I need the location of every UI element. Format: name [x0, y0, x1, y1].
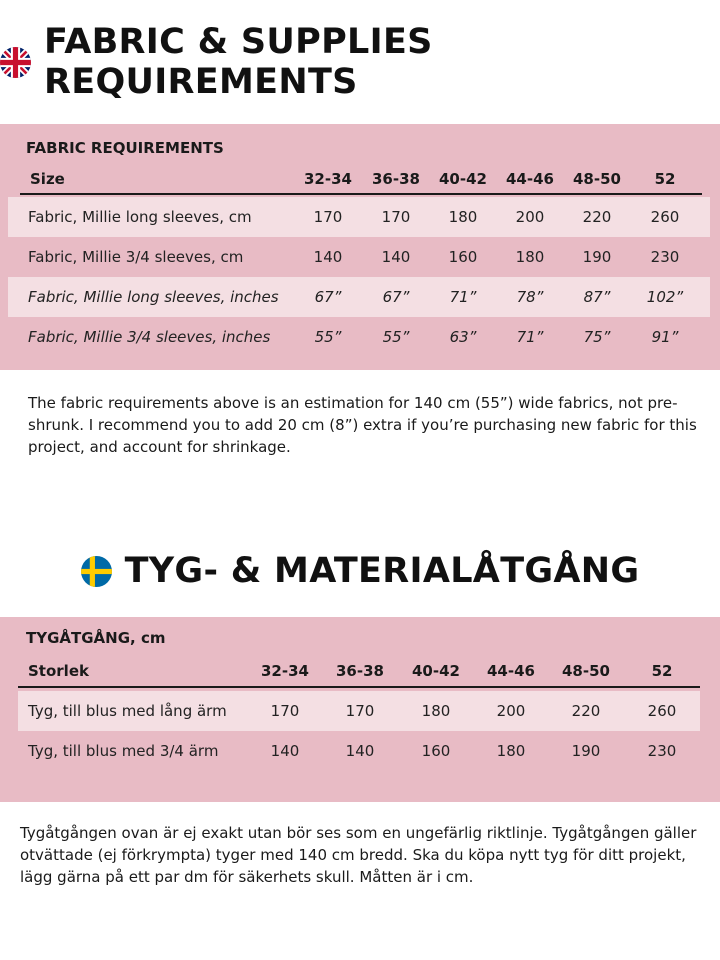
- cell-value: 67”: [382, 288, 410, 306]
- cell-value: 220: [571, 702, 601, 720]
- cell-value: 140: [313, 248, 343, 266]
- header-size-40-42: 40-42: [412, 662, 460, 680]
- cell-value: 180: [515, 248, 545, 266]
- english-heading: [0, 22, 720, 102]
- cell-value: 91”: [651, 328, 679, 346]
- row-label: Fabric, Millie 3/4 sleeves, cm: [28, 248, 244, 266]
- header-size-36-38: 36-38: [372, 170, 420, 188]
- cell-value: 200: [515, 208, 545, 226]
- cell-value: 71”: [449, 288, 477, 306]
- swedish-header-row: [0, 660, 720, 682]
- swedish-note: Tygåtgången ovan är ej exakt utan bör ses som en ungefärlig riktlinje. Tygåtgången gäller otvättade (ej förkrympta) tyger med 140 cm bredd. Ska du köpa nytt tyg för ditt projekt, lägg gärna på ett par dm för säkerhets skull. Måtten är i cm.: [20, 824, 697, 886]
- header-size-40-42: 40-42: [439, 170, 487, 188]
- swedish-heading: [0, 549, 720, 593]
- header-size-44-46: 44-46: [506, 170, 554, 188]
- swedish-table-title: TYGÅTGÅNG, cm: [26, 629, 166, 647]
- cell-value: 140: [345, 742, 375, 760]
- header-size-48-50: 48-50: [562, 662, 610, 680]
- header-size-32-34: 32-34: [261, 662, 309, 680]
- swedish-heading-text: TYG- & MATERIALÅTGÅNG: [124, 551, 640, 591]
- english-fabric-table: [0, 124, 720, 370]
- cell-value: 71”: [516, 328, 544, 346]
- header-size-32-34: 32-34: [304, 170, 352, 188]
- english-heading-text: FABRIC & SUPPLIES REQUIREMENTS: [44, 22, 433, 102]
- cell-value: 170: [313, 208, 343, 226]
- cell-value: 220: [582, 208, 612, 226]
- cell-value: 190: [582, 248, 612, 266]
- sweden-flag-icon: [81, 556, 112, 587]
- cell-value: 180: [496, 742, 526, 760]
- cell-value: 102”: [646, 288, 684, 306]
- table-row: [18, 731, 700, 771]
- english-table-title: FABRIC REQUIREMENTS: [26, 139, 224, 157]
- table-row: [8, 197, 710, 237]
- cell-value: 200: [496, 702, 526, 720]
- header-size-44-46: 44-46: [487, 662, 535, 680]
- header-size-52: 52: [654, 170, 676, 188]
- table-row: [8, 237, 710, 277]
- cell-value: 230: [647, 742, 677, 760]
- cell-value: 170: [381, 208, 411, 226]
- cell-value: 160: [448, 248, 478, 266]
- cell-value: 87”: [583, 288, 611, 306]
- cell-value: 170: [345, 702, 375, 720]
- header-size-36-38: 36-38: [336, 662, 384, 680]
- header-size-52: 52: [651, 662, 673, 680]
- cell-value: 78”: [516, 288, 544, 306]
- row-label: Tyg, till blus med 3/4 ärm: [28, 742, 219, 760]
- table-row: [8, 317, 710, 357]
- cell-value: 180: [448, 208, 478, 226]
- header-size: Size: [30, 170, 65, 188]
- cell-value: 55”: [314, 328, 342, 346]
- cell-value: 140: [270, 742, 300, 760]
- cell-value: 260: [647, 702, 677, 720]
- cell-value: 230: [650, 248, 680, 266]
- cell-value: 170: [270, 702, 300, 720]
- swedish-header-rule: [18, 686, 700, 688]
- table-row: [8, 277, 710, 317]
- row-label: Fabric, Millie 3/4 sleeves, inches: [28, 328, 271, 346]
- row-label: Tyg, till blus med lång ärm: [28, 702, 227, 720]
- cell-value: 160: [421, 742, 451, 760]
- english-header-row: [0, 168, 720, 190]
- cell-value: 55”: [382, 328, 410, 346]
- cell-value: 180: [421, 702, 451, 720]
- row-label: Fabric, Millie long sleeves, cm: [28, 208, 252, 226]
- table-row: [18, 691, 700, 731]
- swedish-fabric-table: [0, 617, 720, 802]
- cell-value: 75”: [583, 328, 611, 346]
- cell-value: 63”: [449, 328, 477, 346]
- header-storlek: Storlek: [28, 662, 89, 680]
- cell-value: 260: [650, 208, 680, 226]
- english-header-rule: [20, 193, 702, 195]
- row-label: Fabric, Millie long sleeves, inches: [28, 288, 279, 306]
- cell-value: 190: [571, 742, 601, 760]
- header-size-48-50: 48-50: [573, 170, 621, 188]
- english-note: The fabric requirements above is an estimation for 140 cm (55”) wide fabrics, not pre-shrunk. I recommend you to add 20 cm (8”) extra if you’re purchasing new fabric for this project, and account for shrinkage.: [28, 394, 697, 456]
- cell-value: 140: [381, 248, 411, 266]
- uk-flag-icon: [0, 47, 31, 78]
- cell-value: 67”: [314, 288, 342, 306]
